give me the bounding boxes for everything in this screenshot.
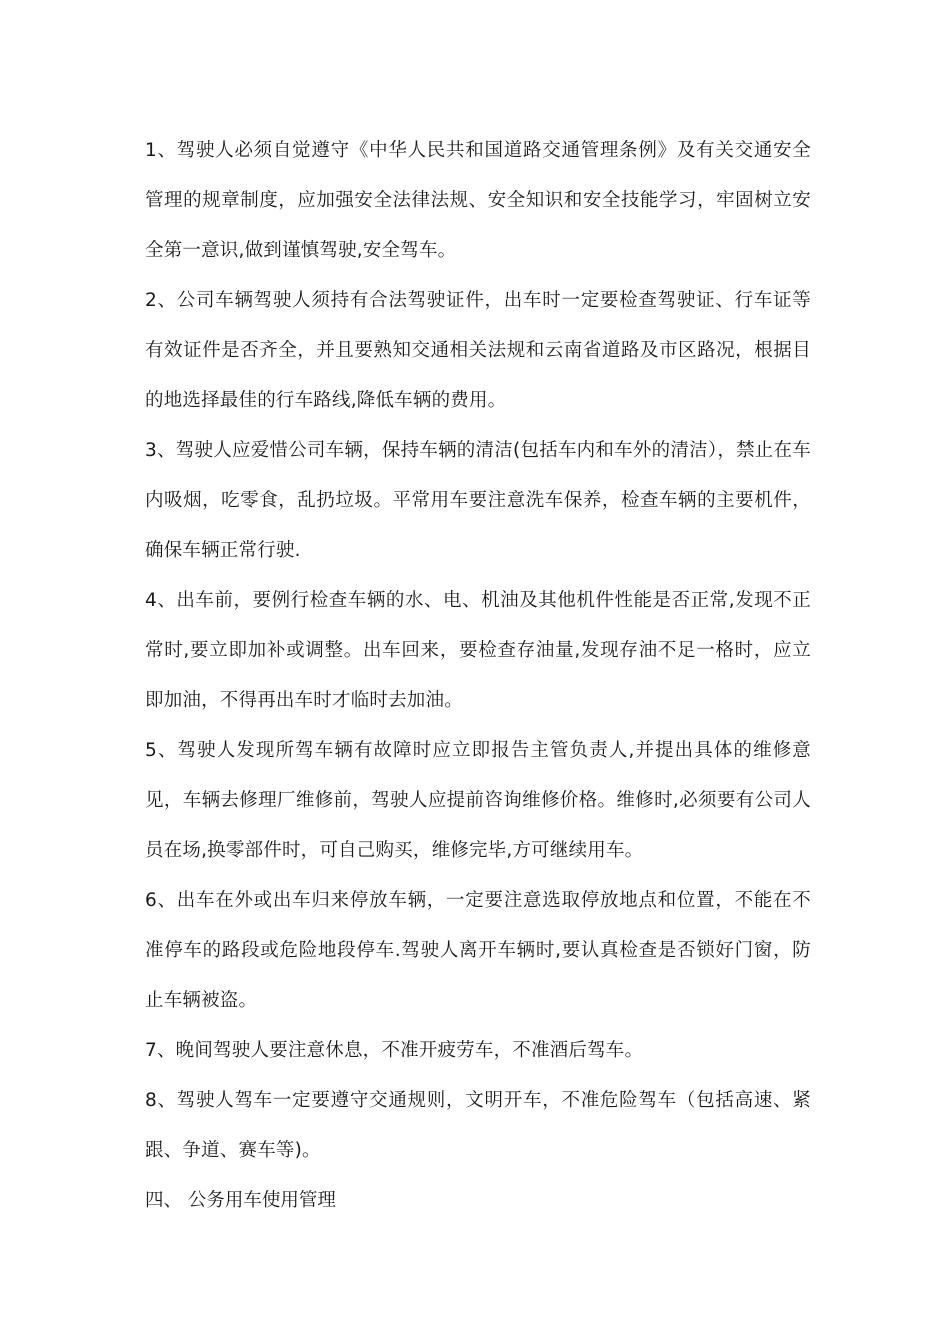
paragraph-1: 1、驾驶人必须自觉遵守《中华人民共和国道路交通管理条例》及有关交通安全管理的规章制度，应加强安全法律法规、安全知识和安全技能学习，牢固树立安全第一意识,做到谨慎驾驶,安全驾车。 (145, 140, 811, 261)
paragraph-6: 6、出车在外或出车归来停放车辆，一定要注意选取停放地点和位置，不能在不准停车的路段或危险地段停车.驾驶人离开车辆时,要认真检查是否锁好门窗，防止车辆被盗。 (145, 890, 811, 1011)
paragraph-7: 7、晚间驾驶人要注意休息，不准开疲劳车，不准酒后驾车。 (145, 1040, 644, 1061)
paragraph-2: 2、公司车辆驾驶人须持有合法驾驶证件，出车时一定要检查驾驶证、行车证等有效证件是否齐全，并且要熟知交通相关法规和云南省道路及市区路况，根据目的地选择最佳的行车路线,降低车辆的费用。 (145, 290, 811, 411)
section-heading: 四、 公务用车使用管理 (145, 1190, 336, 1211)
paragraph-8: 8、驾驶人驾车一定要遵守交通规则，文明开车，不准危险驾车（包括高速、紧跟、争道、赛车等)。 (145, 1090, 811, 1161)
paragraph-4: 4、出车前，要例行检查车辆的水、电、机油及其他机件性能是否正常,发现不正常时,要立即加补或调整。出车回来，要检查存油量,发现存油不足一格时，应立即加油，不得再出车时才临时去加油。 (145, 590, 811, 711)
paragraph-3: 3、驾驶人应爱惜公司车辆，保持车辆的清洁(包括车内和车外的清洁），禁止在车内吸烟，吃零食，乱扔垃圾。平常用车要注意洗车保养，检查车辆的主要机件，确保车辆正常行驶. (145, 440, 811, 561)
paragraph-5: 5、驾驶人发现所驾车辆有故障时应立即报告主管负责人,并提出具体的维修意见，车辆去修理厂维修前，驾驶人应提前咨询维修价格。维修时,必须要有公司人员在场,换零部件时，可自己购买，维修完毕,方可继续用车。 (145, 740, 811, 861)
document-body (145, 126, 811, 1226)
